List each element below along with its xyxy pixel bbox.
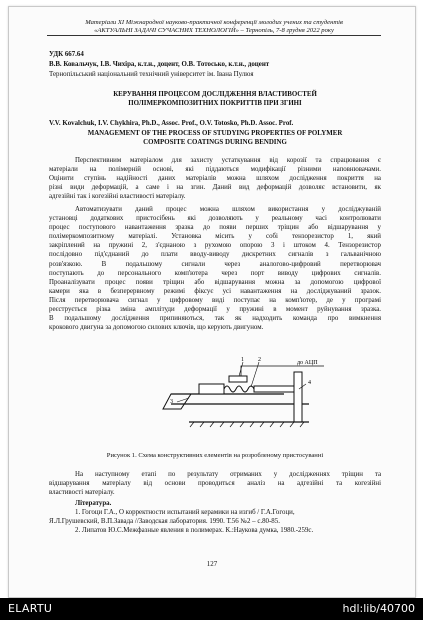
text-line: крокового двигуна за допомогою силових ключів, що керують двигуном.	[49, 324, 264, 332]
text-line: Перспективним матеріалом для захисту устаткування від корозії та спрацювання є	[75, 157, 381, 164]
udc-code: УДК 667.64	[49, 51, 84, 58]
handle-identifier[interactable]: hdl:lib/40700	[342, 602, 415, 615]
text-line: відшарування матеріалу від основи проводиться аналіз на адгезійні та когезійні	[49, 480, 381, 488]
conference-header-line-2: «АКТУАЛЬНІ ЗАДАЧІ СУЧАСНИХ ТЕХНОЛОГІЙ» – Тернопіль, 7-8 грудня 2022 року	[94, 27, 334, 34]
text-line: Автоматизувати даний процес можна шляхом використання у досліджуваній	[75, 206, 381, 213]
text-line: різні види деформацій, а саме і на згин. Даний вид деформацій дозволяє встановити, як	[49, 184, 381, 192]
title-ukrainian-line-1: КЕРУВАННЯ ПРОЦЕСОМ ДОСЛІДЖЕННЯ ВЛАСТИВОСТЕЙ	[113, 91, 317, 98]
authors-ukrainian: В.В. Ковальчук, І.В. Чихіра, к.т.н., доцент, О.В. Тотосько, к.т.н., доцент	[49, 61, 270, 68]
repository-name: ELARTU	[8, 602, 53, 615]
title-english-line-2: COMPOSITE COATINGS DURING BENDING	[143, 139, 287, 146]
text-line: На наступному етапі по результату отриманих у дослідженнях тріщин та	[75, 471, 381, 478]
schematic-left-support	[163, 394, 191, 409]
document-page	[8, 6, 416, 598]
repository-footer-bar	[0, 598, 423, 620]
schematic-wire-to-adc	[241, 366, 324, 376]
title-ukrainian-line-2: ПОЛІМЕРКОМПОЗИТНИХ ПОКРИТТІВ ПРИ ЗГИНІ	[128, 100, 302, 107]
text-line: властивості матеріалу.	[49, 489, 115, 497]
text-line: послідовно під'єднаний до плати вводу-виводу дискретних сигналів з гальванічною	[49, 251, 381, 259]
schematic-specimen	[199, 384, 224, 394]
text-line: Проаналізувати процес появи тріщин або відшарування можна за допомогою цифрової	[49, 278, 381, 286]
page-number: 127	[206, 560, 218, 568]
figure-device-schematic	[159, 354, 334, 449]
text-line: Оцінити ступінь надійності даних матеріалів можна шляхом дослідження покриття на	[49, 175, 381, 183]
text-line: реєструється різка зміна амплітуди деформації у пружині в момент руйнування зразка.	[49, 306, 381, 314]
schematic-label-1: 1	[241, 357, 244, 363]
schematic-rod	[254, 386, 294, 392]
schematic-tensoresistor	[229, 376, 247, 382]
schematic-label-3: 3	[170, 399, 173, 405]
text-line: полімеркомпозитному матеріалі. Установка місить у собі тензорезистор 1, який	[49, 233, 381, 241]
authors-english: V.V. Kovalchuk, I.V. Chykhira, Ph.D., Assoc. Prof., O.V. Totosko, Ph.D. Assoc. Prof.	[49, 120, 294, 127]
text-line: адгезійні так і когезійні властивості матеріалу.	[49, 193, 186, 201]
reference-1-line-1: 1. Гогоци Г.А., О корректности испытаний керамики на изгиб / Г.А.Гогоци,	[75, 509, 295, 516]
affiliation: Тернопільський національний технічний університет ім. Івана Пулюя	[49, 71, 254, 78]
references-heading: Література.	[75, 500, 112, 507]
schematic-label-4: 4	[308, 380, 311, 386]
conference-header-line-1: Матеріали ХІ Міжнародної науково-практичної конференції молодих учених та студентів	[85, 19, 343, 26]
paragraph-conclusion	[49, 470, 381, 497]
text-line: закріплений на пружині 2, з'єднаною з рухомою опорою 3 і штоком 4. Тензорезистор	[49, 242, 381, 250]
text-line: установці додаткових пристосібень які дозволяють у реальному часі контролювати	[49, 215, 381, 223]
schematic-spring	[224, 386, 254, 392]
title-english-line-1: MANAGEMENT OF THE PROCESS OF STUDYING PROPERTIES OF POLYMER	[87, 130, 343, 137]
paragraph-method	[49, 205, 381, 332]
text-line: матеріали на полімерній основі, які піддаються модифікації різними наповнювачами.	[49, 166, 381, 174]
text-line: В подальшому дослідження припиняються, так як надходить команда про вимкнення	[49, 315, 381, 323]
reference-1-line-2: Я.Л.Грушевский, В.П.Завада //Заводская лаборатория. 1990. Т.56 №2 – с.80-85.	[49, 518, 280, 525]
header-divider	[47, 35, 381, 36]
schematic-base-hatching	[190, 422, 304, 427]
paragraph-intro	[49, 156, 381, 201]
schematic-label-adc: до АЦП	[297, 360, 318, 366]
text-line: поступають до персонального комп'ютера через порт виводу цифрових сигналів.	[49, 269, 381, 277]
schematic-label-2: 2	[258, 357, 261, 363]
text-line: процес поступового навантаження зразка до появи перших тріщин або відшарування у	[49, 224, 381, 232]
text-line: розв'язкою. В подальшому сигнали через аналогово-цифровий перетворювач	[49, 260, 381, 268]
figure-caption: Рисунок 1. Схема конструктивних елементів на розробленому пристосуванні	[106, 452, 324, 459]
text-line: камери яка в безперервному режимі фіксує усі навантаження на досліджуваний зразок.	[49, 287, 381, 295]
schematic-right-support	[294, 372, 302, 422]
reference-2: 2. Липатов Ю.С.Межфазные явления в полимерах. К.:Наукова думка, 1980.-259с.	[75, 527, 314, 534]
text-line: Після перетворювача сигнал у цифровому виді поступає на комп'ютер, де у програмі	[49, 296, 381, 304]
